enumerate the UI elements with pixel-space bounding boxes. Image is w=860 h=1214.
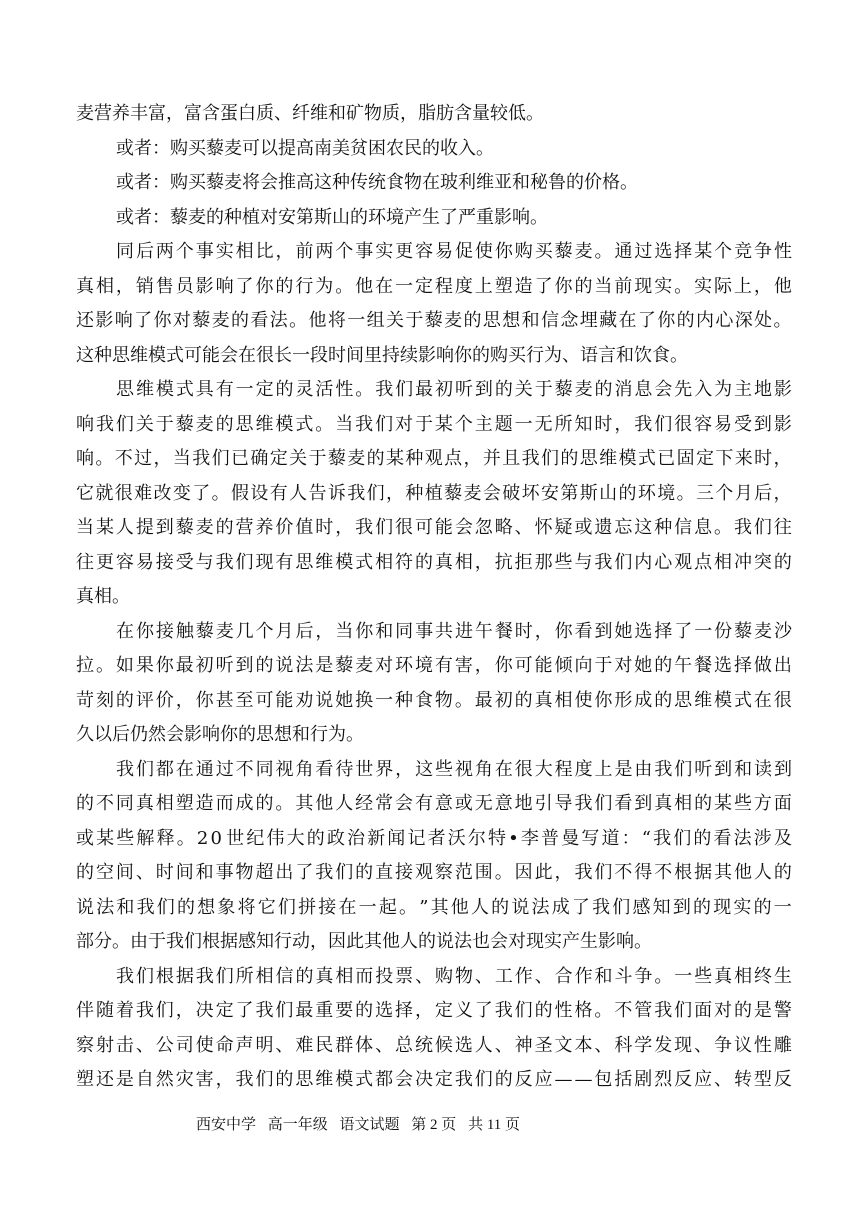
text-line: 往 更 容 易 接 受 与 我 们 现 有 思 维 模 式 相 符 的 真 相 ， 抗 拒 那 些 与 我 们 内 心 观 点 相 冲 突 的 [76, 551, 792, 573]
footer-page-number: 第 2 页 [411, 1117, 457, 1133]
text-line: 伴 随 着 我 们 ， 决 定 了 我 们 最 重 要 的 选 择 ， 定 义 了 我 们 的 性 格 。 不 管 我 们 面 对 的 是 警 [76, 1000, 792, 1021]
text-line: 察 射 击 、 公 司 使 命 声 明 、 难 民 群 体 、 总 统 候 选 人 、 神 圣 文 本 、 科 学 发 现 、 争 议 性 雕 [76, 1034, 792, 1056]
footer-grade: 高一年级 [267, 1117, 328, 1133]
text-line: 在 你 接 触 藜 麦 几 个 月 后 ， 当 你 和 同 事 共 进 午 餐 时 ， 你 看 到 她 选 择 了 一 份 藜 麦 沙 [116, 620, 792, 642]
text-line: 塑 还 是 自 然 灾 害 ， 我 们 的 思 维 模 式 都 会 决 定 我 们 的 反 应 — — 包 括 剧 烈 反 应 、 转 型 反 [76, 1069, 792, 1090]
footer-page-total: 共 11 页 [468, 1117, 521, 1133]
text-line: 当 某 人 提 到 藜 麦 的 营 养 价 值 时 ， 我 们 很 可 能 会 忽 略 、 怀 疑 或 遗 忘 这 种 信 息 。 我 们 往 [76, 517, 792, 538]
text-line: 同 后 两 个 事 实 相 比 ， 前 两 个 事 实 更 容 易 促 使 你 购 买 藜 麦 。 通 过 选 择 某 个 竞 争 性 [116, 241, 792, 262]
text-line: 还 影 响 了 你 对 藜 麦 的 看 法 。 他 将 一 组 关 于 藜 麦 的 思 想 和 信 念 埋 藏 在 了 你 的 内 心 深 处 。 [76, 310, 792, 331]
footer-school: 西安中学 [196, 1117, 257, 1133]
text-line: 我 们 都 在 通 过 不 同 视 角 看 待 世 界 ， 这 些 视 角 在 很 大 程 度 上 是 由 我 们 听 到 和 读 到 [116, 758, 792, 780]
text-line: 真相。 [76, 586, 130, 607]
footer-exam: 语文试题 [339, 1117, 400, 1133]
text-line: 它 就 很 难 改 变 了 。 假 设 有 人 告 诉 我 们 ， 种 植 藜 麦 会 破 坏 安 第 斯 山 的 环 境 。 三 个 月 后 ， [76, 482, 792, 504]
text-line: 思 维 模 式 具 有 一 定 的 灵 活 性 。 我 们 最 初 听 到 的 关 于 藜 麦 的 消 息 会 先 入 为 主 地 影 [116, 379, 792, 400]
text-line: 或 某 些 解 释 。 2 0 世 纪 伟 大 的 政 治 新 闻 记 者 沃 尔 特 • 李 普 曼 写 道 ： “ 我 们 的 看 法 涉 及 [76, 827, 792, 849]
text-line: 久以后仍然会影响你的思想和行为。 [76, 724, 364, 745]
text-line: 或者：购买藜麦将会推高这种传统食物在玻利维亚和秘鲁的价格。 [116, 172, 638, 193]
text-line: 响 。 不 过 ， 当 我 们 已 确 定 关 于 藜 麦 的 某 种 观 点 ， 并 且 我 们 的 思 维 模 式 已 固 定 下 来 时 ， [76, 448, 792, 469]
body-text [76, 97, 792, 1098]
text-line: 真 相 ， 销 售 员 影 响 了 你 的 行 为 。 他 在 一 定 程 度 上 塑 造 了 你 的 当 前 现 实 。 实 际 上 ， 他 [76, 275, 792, 297]
text-line: 说 法 和 我 们 的 想 象 将 它 们 拼 接 在 一 起 。 ” 其 他 人 的 说 法 成 了 我 们 感 知 到 的 现 实 的 一 [76, 896, 792, 918]
text-line: 或者：藜麦的种植对安第斯山的环境产生了严重影响。 [116, 206, 548, 228]
text-line: 麦营养丰富，富含蛋白质、纤维和矿物质，脂肪含量较低。 [76, 103, 544, 124]
text-line: 部分。由于我们根据感知行动，因此其他人的说法也会对现实产生影响。 [76, 931, 652, 952]
page-footer [196, 1113, 520, 1134]
text-line: 我 们 根 据 我 们 所 相 信 的 真 相 而 投 票 、 购 物 、 工 作 、 合 作 和 斗 争 。 一 些 真 相 终 生 [116, 965, 792, 987]
text-line: 的 空 间 、 时 间 和 事 物 超 出 了 我 们 的 直 接 观 察 范 围 。 因 此 ， 我 们 不 得 不 根 据 其 他 人 的 [76, 862, 792, 883]
text-line: 拉 。 如 果 你 最 初 听 到 的 说 法 是 藜 麦 对 环 境 有 害 ， 你 可 能 倾 向 于 对 她 的 午 餐 选 择 做 出 [76, 655, 792, 676]
text-line: 苛 刻 的 评 价 ， 你 甚 至 可 能 劝 说 她 换 一 种 食 物 。 最 初 的 真 相 使 你 形 成 的 思 维 模 式 在 很 [76, 689, 792, 711]
text-line: 或者：购买藜麦可以提高南美贫困农民的收入。 [116, 137, 494, 159]
text-line: 这种思维模式可能会在很长一段时间里持续影响你的购买行为、语言和饮食。 [76, 344, 688, 366]
text-line: 的 不 同 真 相 塑 造 而 成 的 。 其 他 人 经 常 会 有 意 或 无 意 地 引 导 我 们 看 到 真 相 的 某 些 方 面 [76, 793, 792, 814]
text-line: 响 我 们 关 于 藜 麦 的 思 维 模 式 。 当 我 们 对 于 某 个 主 题 一 无 所 知 时 ， 我 们 很 容 易 受 到 影 [76, 413, 792, 435]
